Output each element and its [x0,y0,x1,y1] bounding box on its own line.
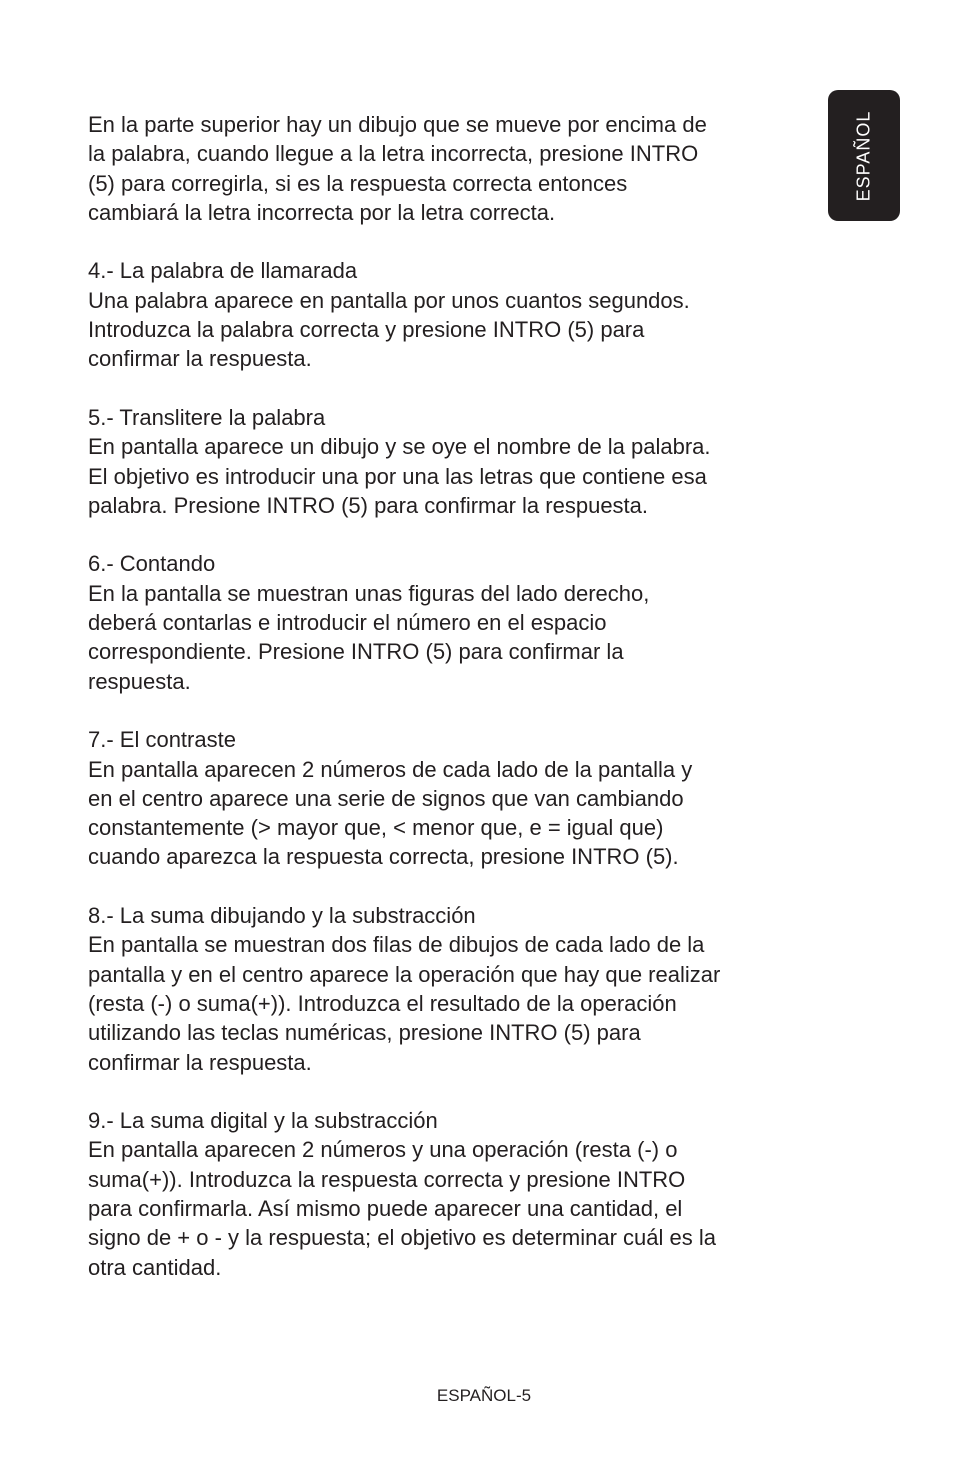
intro-line: la palabra, cuando llegue a la letra incorrecta, presione INTRO [88,141,699,167]
section-title: 8.- La suma dibujando y la substracción [88,903,476,929]
section-line: Una palabra aparece en pantalla por unos cuantos segundos. [88,287,690,313]
section-title: 5.- Translitere la palabra [88,404,326,430]
section-title: 4.- La palabra de llamarada [88,258,358,284]
section-line: En pantalla aparece un dibujo y se oye el nombre de la palabra. [88,434,711,460]
section-6 [88,549,808,695]
intro-line: cambiará la letra incorrecta por la letra correcta. [88,199,556,225]
section-7 [88,725,808,871]
section-line: para confirmarla. Así mismo puede aparecer una cantidad, el [88,1195,683,1221]
section-8 [88,901,808,1077]
section-9 [88,1106,808,1282]
section-line: (resta (-) o suma(+)). Introduzca el resultado de la operación [88,990,677,1016]
section-4 [88,256,808,373]
section-line: El objetivo es introducir una por una las letras que contiene esa [88,463,707,489]
section-line: En la pantalla se muestran unas figuras del lado derecho, [88,580,650,606]
section-line: deberá contarlas e introducir el número en el espacio [88,610,607,636]
language-tab-label: ESPAÑOL [853,110,874,201]
section-line: constantemente (> mayor que, < menor que, e = igual que) [88,815,664,841]
section-line: cuando aparezca la respuesta correcta, presione INTRO (5). [88,844,679,870]
section-title: 7.- El contraste [88,727,236,753]
section-line: respuesta. [88,668,191,694]
section-line: confirmar la respuesta. [88,346,312,372]
section-line: suma(+)). Introduzca la respuesta correcta y presione INTRO [88,1166,686,1192]
section-line: utilizando las teclas numéricas, presione INTRO (5) para [88,1020,641,1046]
page-content [88,110,808,1311]
section-5 [88,403,808,520]
language-tab [828,90,900,221]
intro-paragraph [88,110,808,227]
section-line: pantalla y en el centro aparece la operación que hay que realizar [88,961,721,987]
section-line: correspondiente. Presione INTRO (5) para confirmar la [88,639,624,665]
section-line: En pantalla se muestran dos filas de dibujos de cada lado de la [88,932,705,958]
section-line: en el centro aparece una serie de signos que van cambiando [88,785,684,811]
intro-line: En la parte superior hay un dibujo que se mueve por encima de [88,112,707,137]
page-number: ESPAÑOL-5 [436,1386,532,1405]
section-line: confirmar la respuesta. [88,1049,312,1075]
section-line: En pantalla aparecen 2 números de cada lado de la pantalla y [88,756,693,782]
section-line: En pantalla aparecen 2 números y una operación (resta (-) o [88,1137,678,1163]
section-title: 6.- Contando [88,551,216,577]
section-line: otra cantidad. [88,1254,222,1280]
intro-line: (5) para corregirla, si es la respuesta correcta entonces [88,170,628,196]
section-line: palabra. Presione INTRO (5) para confirmar la respuesta. [88,492,649,518]
section-line: signo de + o - y la respuesta; el objetivo es determinar cuál es la [88,1225,716,1251]
section-title: 9.- La suma digital y la substracción [88,1108,438,1134]
section-line: Introduzca la palabra correcta y presione INTRO (5) para [88,317,645,343]
